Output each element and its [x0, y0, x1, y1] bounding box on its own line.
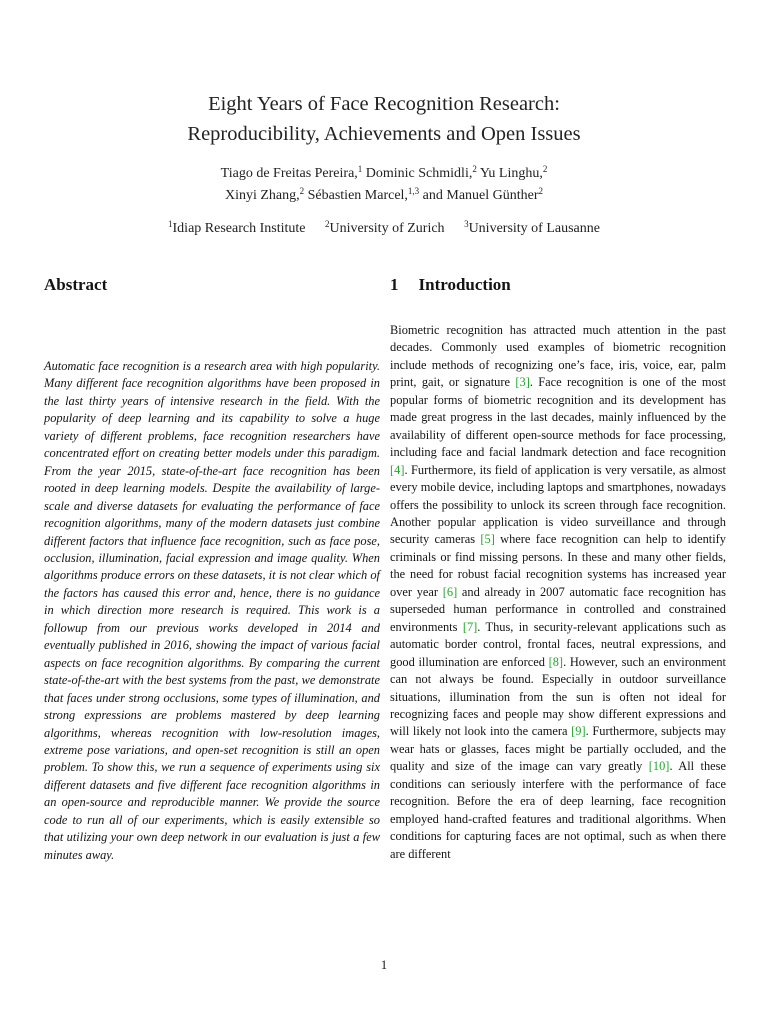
introduction-heading	[390, 273, 511, 297]
affiliation-list	[0, 219, 768, 239]
introduction-body	[390, 322, 726, 863]
intro-text: and already in 2007 automatic face recognition has superseded human performance in controlled and constrained environments	[390, 584, 726, 634]
author-affiliation-mark: 2	[538, 186, 544, 196]
section-number: 1	[390, 275, 399, 294]
intro-text: . However, such an environment can not always be found. Especially in outdoor surveillance situations, illumination from the sun is often not ideal for recognizing faces and people may show different expressions and will likely not look into the camera	[390, 654, 726, 739]
author-name: Tiago de Freitas Pereira,	[220, 166, 358, 181]
paper-title-line-2: Reproducibility, Achievements and Open Issues	[187, 123, 581, 145]
author-name: and Manuel Günther	[422, 188, 539, 203]
affiliation-lausanne	[464, 221, 600, 236]
affiliation-number: 1	[168, 219, 173, 229]
citation-link[interactable]: [8]	[548, 654, 564, 669]
citation-link[interactable]: [5]	[480, 532, 495, 547]
affiliation-zurich	[325, 221, 445, 236]
affiliation-number: 2	[324, 219, 330, 229]
citation-link[interactable]: [3]	[515, 375, 530, 390]
citation-link[interactable]: [9]	[571, 724, 586, 739]
author-line-1	[0, 163, 768, 185]
paper-title-line-1: Eight Years of Face Recognition Research:	[208, 93, 560, 115]
author-affiliation-mark: 2	[542, 164, 548, 174]
abstract-heading: Abstract	[44, 275, 108, 294]
intro-text: Biometric recognition has attracted much attention in the past decades. Commonly used examples of biometric recognition include methods of recognizing one’s face, iris, voice, ear, palm print, gait, or signature	[390, 323, 726, 390]
author-name: Dominic Schmidli,	[365, 166, 473, 181]
abstract-body: Automatic face recognition is a research area with high popularity. Many different face recognition algorithms have been proposed in the last thirty years of intensive research in the field. With the popularity of deep learning and its capability to solve a huge variety of different problems, face recognition researchers have concentrated effort on creating better models under this paradigm. From the year 2015, state-of-the-art face recognition has been rooted in deep learning models. Despite the availability of large-scale and diverse datasets for evaluating the performance of face recognition algorithms, many of the modern datasets just combine different factors that influence face recognition, such as face pose, occlusion, illumination, facial expression and image quality. When algorithms produce errors on these datasets, it is not clear which of the factors has caused this error and, hence, there is no guidance in which direction more research is required. This work is a followup from our previous works developed in 2014 and eventually published in 2016, showing the impact of various facial aspects on face recognition algorithms. By comparing the current state-of-the-art with the best systems from the past, we demonstrate that faces under strong occlusions, some types of illumination, and strong expressions are problems mastered by deep learning algorithms, whereas recognition with low-resolution images, extreme pose variations, and open-set recognition is still an open problem. To show this, we run a sequence of experiments using six different datasets and five different face recognition algorithms in an open-source and reproducible manner. We provide the source code to run all of our experiments, which is easily extensible so that utilizing your own deep network in our evaluation is just a few minutes away.	[44, 359, 380, 862]
author-name: Yu Linghu,	[479, 166, 543, 181]
affiliation-idiap	[168, 221, 305, 236]
intro-text: . Furthermore, subjects may wear hats or glasses, faces might be partially occluded, and the quality and size of the image can vary greatly	[390, 724, 726, 774]
page-number: 1	[380, 958, 388, 972]
author-list	[0, 163, 768, 207]
citation-link[interactable]: [10]	[648, 759, 670, 774]
intro-text: . Thus, in security-relevant applications such as automatic border control, frontal faces, neutral expressions, and good illumination are enforced	[390, 619, 726, 669]
citation-link[interactable]: [6]	[442, 584, 458, 599]
author-affiliation-mark: 2	[299, 186, 305, 196]
intro-text: where face recognition can help to identify criminals or find missing persons. In these and many other fields, the need for robust facial recognition systems has increased year over year	[390, 532, 726, 599]
intro-text: . All these conditions can seriously interfere with the performance of face recognition. Before the era of deep learning, face recognition employed hand-crafted features and traditional algorithms. When conditions for capturing faces are not optimal, such as when there are different	[390, 759, 727, 861]
affiliation-name: University of Zurich	[329, 221, 445, 236]
section-title: Introduction	[418, 275, 511, 294]
intro-text: . Face recognition is one of the most popular forms of biometric recognition and its development has made great progress in the last decades, mainly influenced by the availability of different open-source methods for face processing, including face and facial landmark detection and face recognition	[390, 375, 726, 460]
citation-link[interactable]: [4]	[390, 462, 405, 477]
author-name: Xinyi Zhang,	[224, 188, 300, 203]
paper-title	[0, 89, 768, 149]
author-affiliation-mark: 1	[357, 164, 363, 174]
affiliation-name: Idiap Research Institute	[172, 221, 306, 236]
affiliation-number: 3	[464, 219, 469, 229]
author-name: Sébastien Marcel,	[307, 188, 408, 203]
author-affiliation-mark: 1,3	[407, 186, 420, 196]
citation-link[interactable]: [7]	[462, 619, 478, 634]
author-line-2	[0, 185, 768, 207]
intro-text: . Furthermore, its field of application is very versatile, as almost every mobile device, including laptops and smartphones, nowadays offers the possibility to unlock its screen through face recognition. Another popular application is video surveillance and through security cameras	[390, 462, 726, 547]
affiliation-name: University of Lausanne	[468, 221, 600, 236]
author-affiliation-mark: 2	[472, 164, 477, 174]
